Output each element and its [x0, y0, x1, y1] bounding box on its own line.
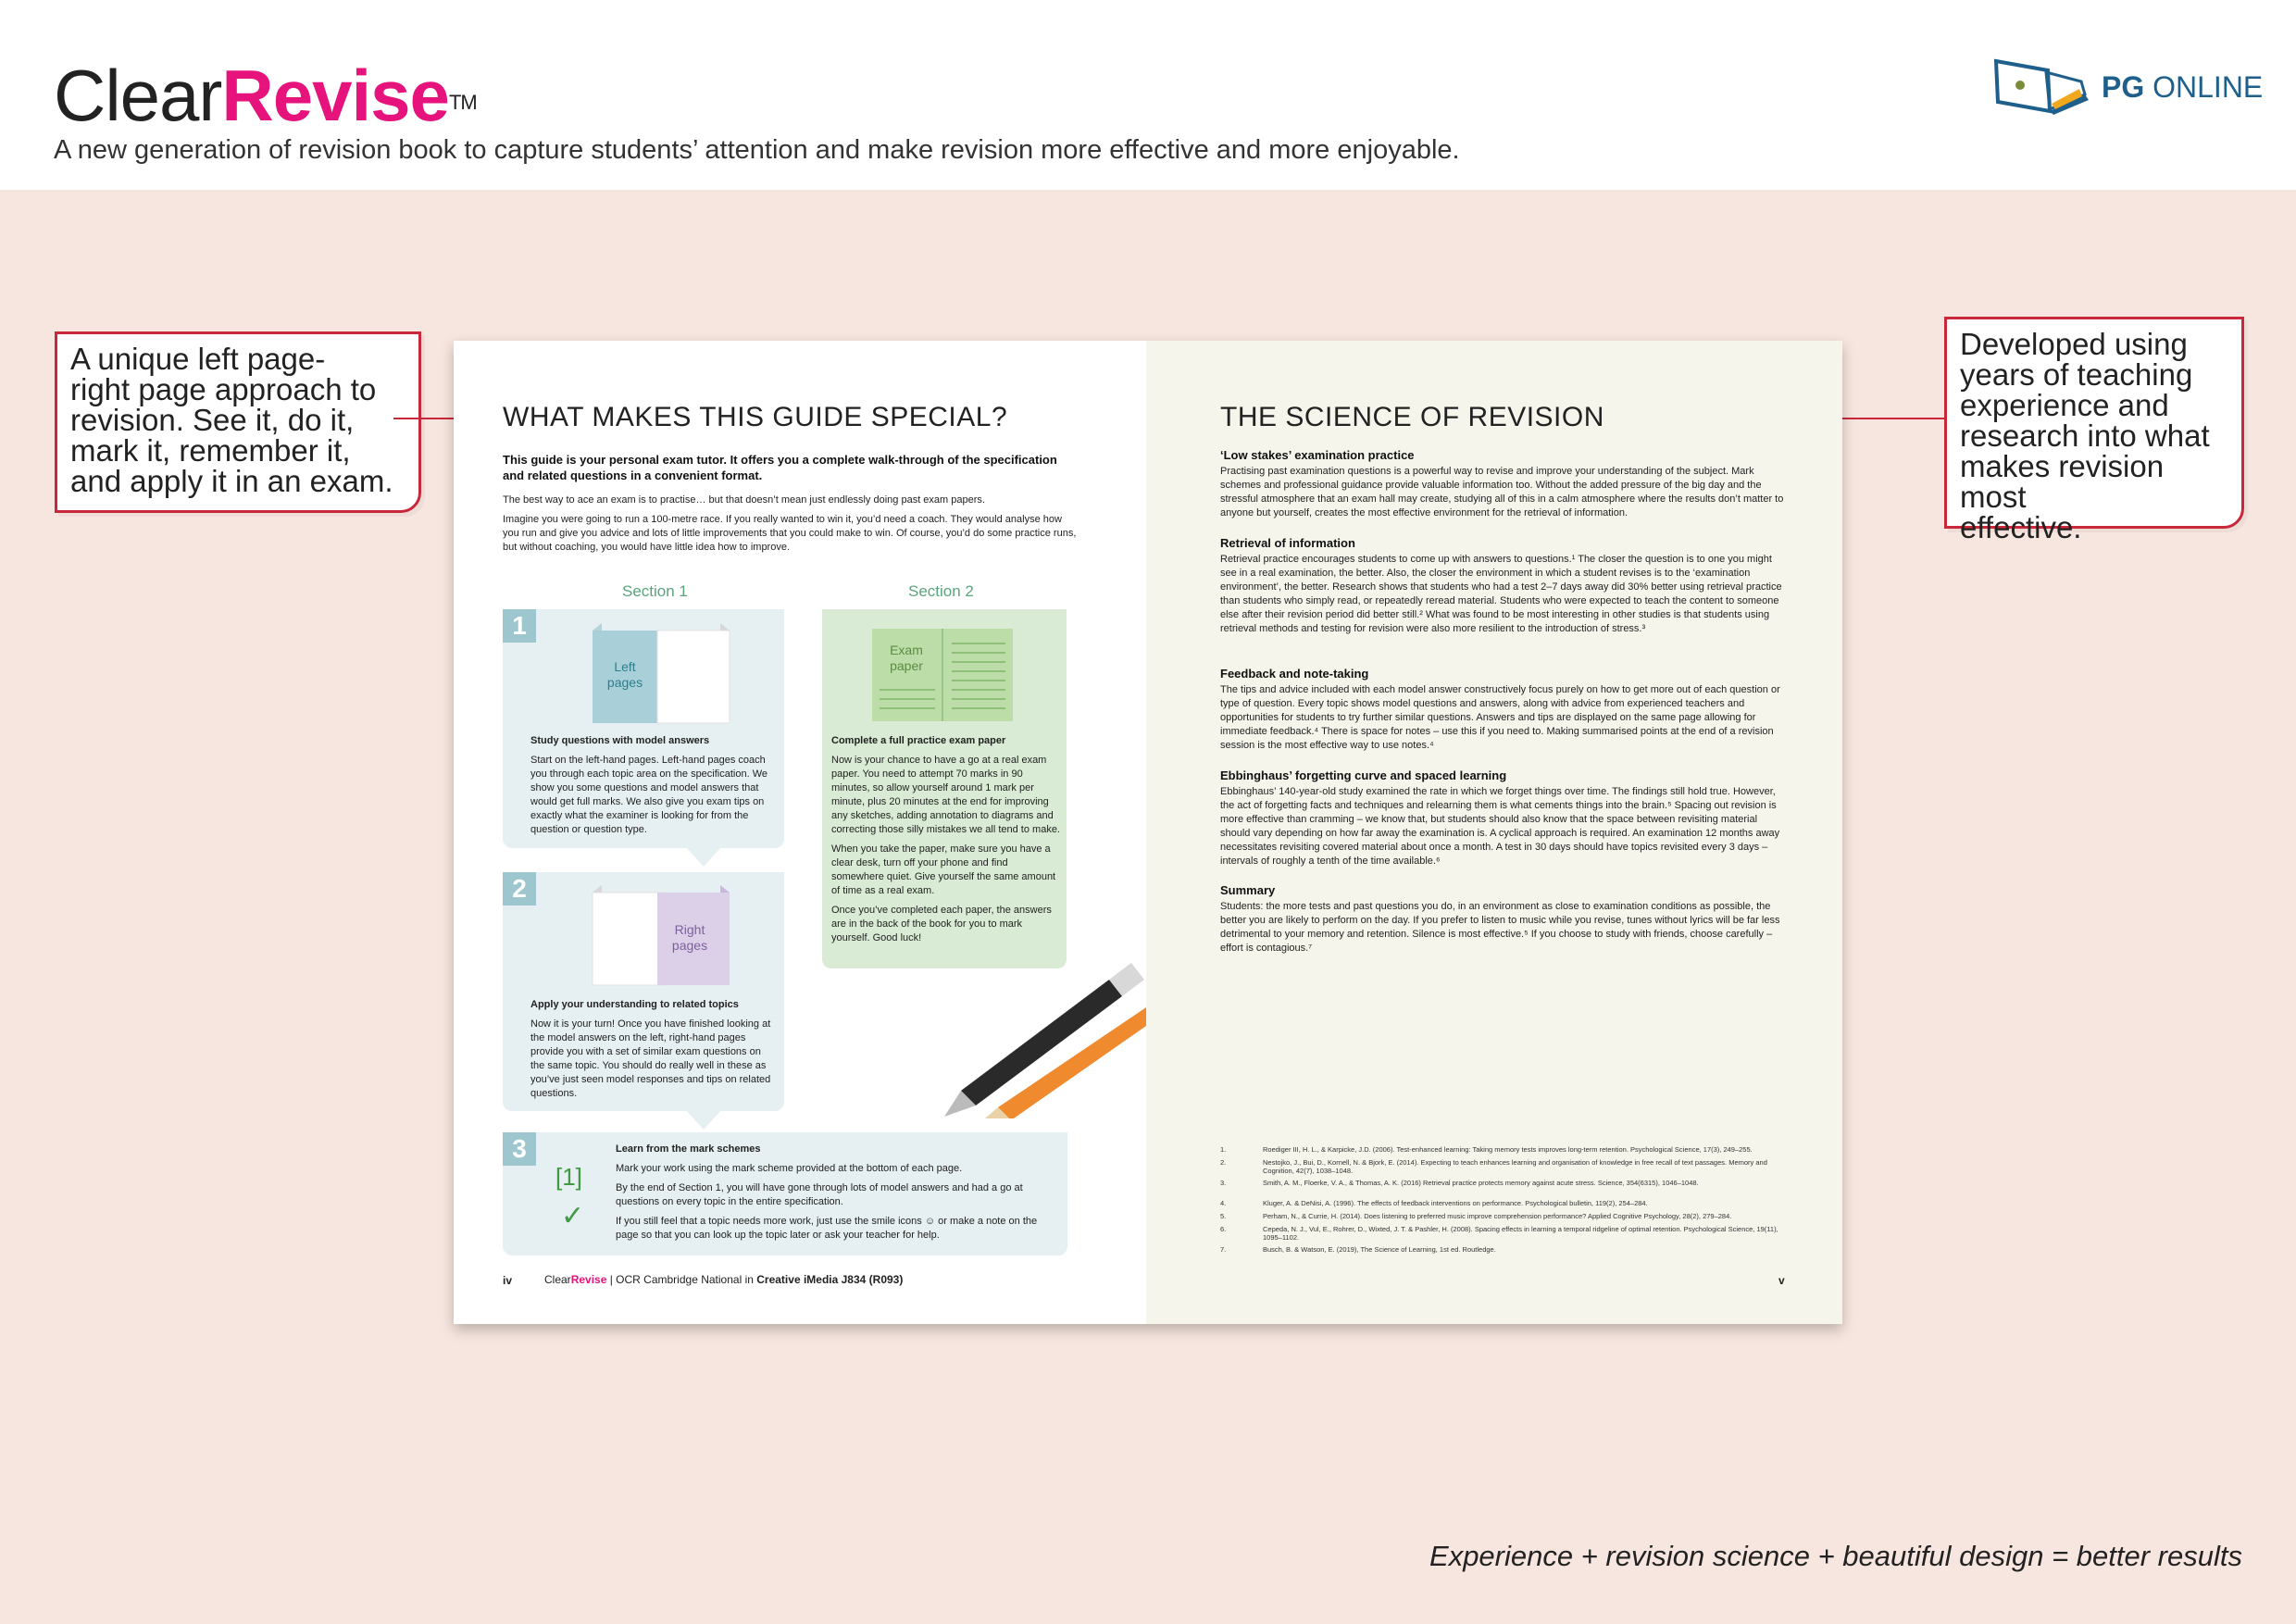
reference-text: Perham, N., & Currie, H. (2014). Does listening to preferred music improve comprehension performance? Applied Cognitive Psychology, 28(2), 279–284. — [1263, 1212, 1732, 1220]
right-callout-line: makes revision most — [1960, 449, 2165, 514]
step-3-body-3: If you still feel that a topic needs more work, just use the smile icons ☺ or make a note on the page so that you can look up the topic later or ask your teacher for help. — [616, 1216, 1038, 1241]
left-page-lead: This guide is your personal exam tutor. It offers you a complete walk-through of the specification and related questions in a convenient format. — [503, 453, 1057, 482]
footer-revise: Revise — [570, 1273, 607, 1286]
exam-paper-heading: Complete a full practice exam paper — [831, 735, 1006, 746]
pg-online-text — [2102, 70, 2263, 105]
step-2-number: 2 — [503, 872, 536, 906]
left-page — [454, 341, 1146, 1324]
pens-illustration — [924, 952, 1146, 1118]
logo-revise: Revise — [221, 55, 449, 136]
reference-text: Kluger, A. & DeNisi, A. (1996). The effects of feedback interventions on performance. Psychological bulletin, 119(2), 254–284. — [1263, 1199, 1648, 1207]
reference-text: Roediger III, H. L., & Karpicke, J.D. (2006). Test-enhanced learning: Taking memory tests improves long-term retention. Psychological Science, 17(3), 249–255. — [1263, 1145, 1753, 1154]
reference-text: Busch, B. & Watson, E. (2019), The Science of Learning, 1st ed. Routledge. — [1263, 1245, 1496, 1254]
section-text: Students: the more tests and past questions you do, in an environment as close to examination conditions as possible, the better you are likely to perform on the day. If you prefer to listen to music while you revise, tunes without lyrics will be far less detrimental to your memory and retention. Silence is most effective.⁵ If you choose to study with friends, choose carefully – effort is contagious.⁷ — [1220, 901, 1780, 954]
bottom-tagline: Experience + revision science + beautiful design = better results — [1429, 1540, 2242, 1572]
section-heading: Retrieval of information — [1220, 536, 1355, 550]
laptop-icon — [1992, 57, 2094, 115]
science-section — [1220, 535, 1790, 636]
step-3-body-2: By the end of Section 1, you will have gone through lots of model answers and had a go at questions on every topic in the entire specification. — [616, 1182, 1023, 1207]
section-heading: Ebbinghaus’ forgetting curve and spaced learning — [1220, 768, 1507, 782]
step-1-heading: Study questions with model answers — [530, 735, 710, 746]
left-pages-doc-label — [602, 659, 648, 691]
step-1-text — [530, 734, 776, 837]
logo-clear: Clear — [54, 55, 222, 136]
panel-pointer — [685, 846, 722, 868]
doc-label-line: Left — [614, 659, 636, 674]
section-heading: Summary — [1220, 883, 1276, 897]
left-callout-line: right page approach to — [70, 372, 377, 406]
pg-rest: ONLINE — [2144, 70, 2264, 104]
step-3-body-1: Mark your work using the mark scheme provided at the bottom of each page. — [616, 1163, 963, 1174]
right-pages-doc-label — [667, 922, 713, 954]
science-section — [1220, 882, 1790, 956]
step-2-body: Now it is your turn! Once you have finished looking at the model answers on the left, right-hand pages provide you with a set of similar exam questions on the same topic. You should do really well in these as you’ve just seen model responses and tips on related questions. — [530, 1018, 771, 1099]
reference-number: 4. — [1220, 1199, 1227, 1207]
left-callout-line: A unique left page- — [70, 342, 326, 376]
reference-item — [1220, 1245, 1785, 1256]
reference-text: Cepeda, N. J., Vul, E., Rohrer, D., Wixted, J. T. & Pashler, H. (2008). Spacing effects in learning a temporal ridgeline of optimal retention. Psychological Science, 19(11), 1095–1102. — [1263, 1225, 1778, 1242]
reference-item — [1220, 1158, 1785, 1177]
right-page-number: v — [1778, 1274, 1785, 1287]
exam-paper-body-1: Now is your chance to have a go at a real exam paper. You need to attempt 70 marks in 90 minutes, so allow yourself around 1 mark per minute, plus 20 minutes at the end for improving any sketches, adding annotation to diagrams and correcting those silly mistakes we all tend to make. — [831, 755, 1060, 835]
exam-paper-body-2: When you take the paper, make sure you have a clear desk, turn off your phone and find somewhere quiet. Give yourself the same amount of time as a real exam. — [831, 843, 1056, 896]
left-callout-line: mark it, remember it, — [70, 433, 351, 468]
section-heading: Feedback and note-taking — [1220, 667, 1369, 681]
doc-label-line: Exam — [890, 643, 923, 657]
right-page — [1146, 341, 1842, 1324]
tagline: A new generation of revision book to capture students’ attention and make revision more effective and more enjoyable. — [54, 135, 1460, 165]
clearrevise-logo — [54, 54, 477, 137]
left-page-title: WHAT MAKES THIS GUIDE SPECIAL? — [503, 402, 1008, 432]
left-callout-line: and apply it in an exam. — [70, 464, 393, 498]
science-section — [1220, 768, 1790, 868]
left-callout — [55, 331, 421, 513]
reference-number: 3. — [1220, 1179, 1227, 1187]
doc-label-line: paper — [890, 658, 923, 673]
panel-pointer — [685, 1109, 722, 1131]
left-callout-line: revision. See it, do it, — [70, 403, 355, 437]
right-callout-line: research into what — [1960, 418, 2210, 453]
reference-text: Smith, A. M., Floerke, V. A., & Thomas, A. K. (2016) Retrieval practice protects memory against acute stress. Science, 354(6315), 1046–1048. — [1263, 1179, 1699, 1187]
left-page-para2: Imagine you were going to run a 100-metre race. If you really wanted to win it, you’d need a coach. They would analyse how you run and give you advice and lots of little improvements that you could make to win. Of course, you’d do some practice runs, but without coaching, you would have little idea how to improve. — [503, 514, 1077, 553]
section-text: The tips and advice included with each model answer constructively focus purely on how to get more out of each question or type of question. Every topic shows model questions and answers, along with advice from experienced teachers and opportunities for students to try further similar questions. Answers and tips are displayed on the same page allowing for immediate feedback.⁴ There is space for notes – use this if you need to. Making summarised points at the end of a revision session is the most effective way to use notes.⁴ — [1220, 684, 1780, 751]
right-page-title: THE SCIENCE OF REVISION — [1220, 402, 1604, 432]
logo-trademark: TM — [448, 91, 477, 114]
footer-mid: | OCR Cambridge National in — [606, 1273, 757, 1286]
step-3-number: 3 — [503, 1132, 536, 1166]
section-heading: ‘Low stakes’ examination practice — [1220, 448, 1415, 462]
section-text: Retrieval practice encourages students to come up with answers to questions.¹ The closer the question is to one you might see in a real examination, the better. Also, the closer the environment in which a student revises is to the ‘examination environment’, the better. Research shows that students who had a test 2–7 days away did 30% better using retrieval practice than students who simply read, or repeatedly reread material. Students who were expected to teach the content to someone else after their revision period did better still.² What was found to be most interesting in other studies is that students using retrieval methods and testing for revision were also more resilient to the introduction of stress.³ — [1220, 554, 1782, 634]
science-section — [1220, 666, 1790, 753]
reference-item — [1220, 1179, 1785, 1197]
pg-online-logo — [1992, 57, 2264, 115]
header — [0, 0, 2296, 190]
reference-item — [1220, 1145, 1785, 1156]
mark-scheme-mark: [1] — [555, 1163, 582, 1191]
step-3-text — [616, 1143, 1058, 1243]
reference-number: 7. — [1220, 1245, 1227, 1254]
doc-label-line: pages — [606, 675, 643, 690]
section-text: Ebbinghaus’ 140-year-old study examined the rate in which we forget things over time. The findings still hold true. However, the act of forgetting facts and techniques and relearning them is what cements things into the brain.⁵ Spacing out revision is more effective than cramming – we know that, but students should also know that the space between revisiting material should vary depending on how far away the examination is. A cyclical approach is required. An examination 12 months away necessitates revisiting covered material about once a month. A test in 30 days should have topics revisited every 3 days – intervals of roughly a tenth of the time available.⁶ — [1220, 786, 1780, 867]
exam-paper-document-icon — [868, 623, 1017, 725]
right-callout-line: Developed using — [1960, 327, 2188, 361]
exam-paper-body-3: Once you’ve completed each paper, the answers are in the back of the book for you to mark yourself. Good luck! — [831, 905, 1052, 943]
section-1-label: Section 1 — [622, 582, 688, 600]
section-2-label: Section 2 — [908, 582, 974, 600]
right-callout-line: experience and — [1960, 388, 2169, 422]
step-1-number: 1 — [503, 609, 536, 643]
pg-bold: PG — [2102, 70, 2145, 104]
step-2-text — [530, 998, 776, 1101]
doc-label-line: pages — [671, 938, 708, 953]
reference-item — [1220, 1199, 1785, 1210]
doc-label-line: Right — [674, 922, 705, 937]
footer-clear: Clear — [544, 1273, 571, 1286]
step-2-heading: Apply your understanding to related topics — [530, 999, 739, 1010]
reference-number: 2. — [1220, 1158, 1227, 1167]
exam-paper-doc-label — [881, 643, 931, 674]
reference-item — [1220, 1212, 1785, 1223]
left-page-para1: The best way to ace an exam is to practise… but that doesn’t mean just endlessly doing past exam papers. — [503, 494, 985, 506]
right-callout-line: effective. — [1960, 510, 2082, 544]
right-callout-line: years of teaching — [1960, 357, 2193, 392]
step-3-heading: Learn from the mark schemes — [616, 1143, 761, 1155]
right-callout — [1944, 317, 2244, 544]
left-page-footer — [544, 1273, 903, 1286]
footer-course: Creative iMedia J834 (R093) — [756, 1273, 904, 1286]
reference-number: 6. — [1220, 1225, 1227, 1233]
reference-item — [1220, 1225, 1785, 1243]
reference-number: 5. — [1220, 1212, 1227, 1220]
reference-number: 1. — [1220, 1145, 1227, 1154]
exam-paper-text — [831, 734, 1061, 945]
left-page-number: iv — [503, 1274, 513, 1287]
reference-text: Nestojko, J., Bui, D., Kornell, N. & Bjork, E. (2014). Expecting to teach enhances learning and organisation of knowledge in free recall of text passages. Memory and Cognition, 42(7), 1038–1048. — [1263, 1158, 1767, 1175]
section-text: Practising past examination questions is a powerful way to revise and improve your understanding of the subject. Mark schemes and professional guidance provide valuable information too. Without the added pressure of the big day and the stressful atmosphere that an exam hall may create, studying all of this in a calm atmosphere where the results don’t matter to anyone but yourself, creates the most effective environment for the retrieval of information. — [1220, 466, 1784, 518]
tick-icon: ✓ — [561, 1201, 585, 1231]
science-section — [1220, 447, 1790, 520]
step-1-body: Start on the left-hand pages. Left-hand pages coach you through each topic area on the specification. We show you some questions and model answers that would get full marks. We also give you exam tips on exactly what the examiner is looking for from the question or question type. — [530, 755, 768, 835]
book-spread — [454, 341, 1842, 1324]
